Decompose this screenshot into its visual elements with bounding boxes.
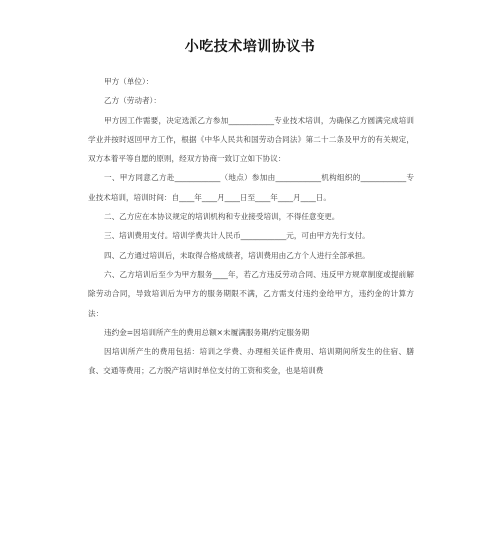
party-b-line: 乙方（劳动者）： [104,96,161,106]
clause-6: 六、乙方培训后至少为甲方服务____年，若乙方违反劳动合同、违反甲方规章制度或提前解除劳动合同，导致培训后为甲方的服务期限不满，乙方需支付违约金给甲方，违约金的计算方法： [88,269,414,318]
clause-2: 二、乙方应在本协议规定的培训机构和专业接受培训，不得任意变更。 [104,212,340,222]
party-a-line: 甲方（单位）： [104,77,154,86]
document-title: 小吃技术培训协议书 [184,39,316,55]
training-cost-paragraph: 因培训所产生的费用包括：培训之学费、办理相关证件费用、培训期间所发生的住宿、膳食、交通等费用；乙方脱产培训时单位支付的工资和奖金，也是培训费 [88,347,414,376]
penalty-formula: 违约金=因培训所产生的费用总额×未履满服务期/约定服务期 [104,327,310,337]
clause-1: 一、甲方同意乙方赴____________（地点）参加由____________机构组织的____________专业技术培训，培训时间：自____年____月____日至____年____月____日。 [88,173,414,202]
clause-3: 三、培训费用支付。培训学费共计人民币____________元，可由甲方先行支付。 [104,231,370,241]
preamble-paragraph: 甲方因工作需要，决定选派乙方参加____________专业技术培训，为确保乙方圆满完成培训学业并按时返回甲方工作，根据《中华人民共和国劳动合同法》第二十二条及甲方的有关规定，双方本着平等自愿的原则，经双方协商一致订立如下协议： [88,115,414,164]
document-body [88,72,414,381]
clause-4: 四、乙方通过培训后，未取得合格成绩者，培训费用由乙方个人进行全部承担。 [104,250,370,260]
